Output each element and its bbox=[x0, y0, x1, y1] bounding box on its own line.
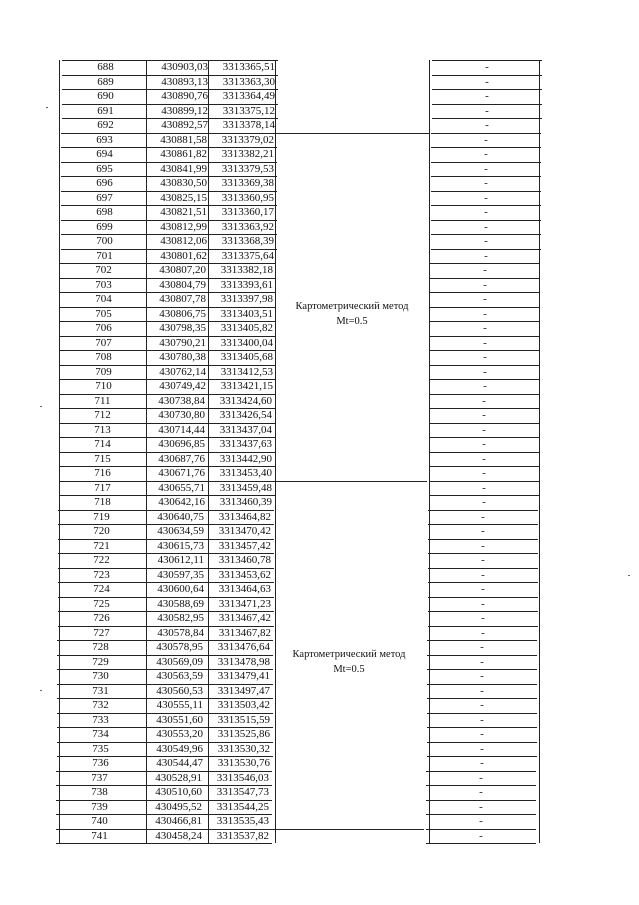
point-number: 716 bbox=[94, 467, 111, 479]
coordinate-x: 430780,38 bbox=[159, 351, 206, 363]
point-number: 738 bbox=[91, 786, 108, 798]
coordinate-x: 430807,20 bbox=[159, 264, 206, 276]
point-number: 724 bbox=[93, 583, 110, 595]
coordinate-y: 3313405,82 bbox=[220, 322, 273, 334]
coordinate-x: 430578,84 bbox=[157, 626, 204, 639]
coordinate-x: 430881,58 bbox=[160, 133, 207, 146]
coordinate-x: 430549,96 bbox=[156, 742, 203, 755]
coordinate-y: 3313360,17 bbox=[221, 206, 274, 218]
accuracy-value: - bbox=[483, 365, 487, 378]
coordinate-y: 3313467,82 bbox=[218, 626, 271, 639]
coordinate-y: 3313437,04 bbox=[219, 423, 272, 436]
coordinate-x: 430495,52 bbox=[155, 800, 202, 813]
point-number: 710 bbox=[95, 380, 112, 392]
scan-speck bbox=[628, 575, 630, 576]
accuracy-value: - bbox=[482, 496, 486, 508]
coordinate-x: 430600,64 bbox=[157, 583, 204, 595]
coordinate-y: 3313378,14 bbox=[222, 119, 275, 131]
coordinate-y: 3313375,12 bbox=[222, 104, 275, 117]
accuracy-value: - bbox=[483, 278, 487, 291]
coordinate-y: 3313525,86 bbox=[217, 728, 270, 740]
accuracy-value: - bbox=[481, 568, 485, 581]
coordinate-y: 3313412,53 bbox=[220, 365, 273, 378]
point-number: 739 bbox=[91, 800, 108, 813]
point-number: 689 bbox=[97, 75, 114, 88]
coordinate-x: 430466,81 bbox=[155, 815, 202, 827]
coordinate-y: 3313365,51 bbox=[222, 61, 275, 73]
point-number: 733 bbox=[92, 713, 109, 726]
coordinate-y: 3313379,02 bbox=[221, 133, 274, 146]
coordinate-y: 3313363,92 bbox=[221, 220, 274, 233]
coordinate-y: 3313515,59 bbox=[217, 713, 270, 726]
accuracy-value: - bbox=[480, 699, 484, 711]
coordinate-x: 430578,95 bbox=[156, 641, 203, 653]
coordinate-x: 430510,60 bbox=[155, 786, 202, 798]
method-label: Картометрический метод bbox=[295, 300, 409, 312]
coordinate-y: 3313397,98 bbox=[220, 293, 273, 305]
accuracy-value: - bbox=[484, 220, 488, 233]
accuracy-value: - bbox=[479, 786, 483, 798]
point-number: 735 bbox=[92, 742, 109, 755]
coordinate-y: 3313437,63 bbox=[219, 438, 272, 450]
point-number: 709 bbox=[95, 365, 112, 378]
coordinate-x: 430830,50 bbox=[160, 177, 207, 189]
coordinate-y: 3313459,48 bbox=[219, 481, 272, 494]
coordinate-x: 430642,16 bbox=[158, 496, 205, 508]
coordinate-x: 430738,84 bbox=[158, 394, 205, 407]
dash-row-border bbox=[426, 843, 536, 844]
accuracy-value: - bbox=[484, 177, 488, 189]
accuracy-value: - bbox=[485, 75, 489, 88]
point-number: 726 bbox=[93, 612, 110, 624]
accuracy-value: - bbox=[484, 206, 488, 218]
point-number: 713 bbox=[94, 423, 111, 436]
coordinate-x: 430762,14 bbox=[159, 365, 206, 378]
point-number: 694 bbox=[96, 148, 113, 160]
coordinate-x: 430655,71 bbox=[158, 481, 205, 494]
coordinate-y: 3313400,04 bbox=[220, 336, 273, 349]
accuracy-value: - bbox=[482, 438, 486, 450]
accuracy-value: - bbox=[481, 612, 485, 624]
method-block-border bbox=[277, 133, 429, 134]
coordinate-y: 3313464,63 bbox=[218, 583, 271, 595]
accuracy-value: - bbox=[483, 322, 487, 334]
accuracy-value: - bbox=[483, 336, 487, 349]
point-number: 701 bbox=[96, 249, 113, 262]
accuracy-value: - bbox=[480, 670, 484, 682]
point-number: 702 bbox=[95, 264, 112, 276]
accuracy-value: - bbox=[484, 133, 488, 146]
accuracy-value: - bbox=[482, 394, 486, 407]
coordinate-x: 430825,15 bbox=[160, 191, 207, 204]
coordinate-y: 3313460,78 bbox=[218, 554, 271, 566]
coordinate-x: 430634,59 bbox=[157, 525, 204, 537]
coordinate-x: 430544,47 bbox=[156, 757, 203, 769]
accuracy-value: - bbox=[481, 510, 485, 523]
point-number: 697 bbox=[96, 191, 113, 204]
coordinate-x: 430687,76 bbox=[158, 452, 205, 465]
method-label: Картометрический метод bbox=[292, 648, 406, 660]
point-number: 734 bbox=[92, 728, 109, 740]
point-number: 717 bbox=[94, 481, 111, 494]
accuracy-value: - bbox=[481, 583, 485, 595]
coordinate-x: 430714,44 bbox=[158, 423, 205, 436]
coordinate-y: 3313421,15 bbox=[220, 380, 273, 392]
coordinate-y: 3313364,49 bbox=[222, 90, 275, 102]
point-number: 715 bbox=[94, 452, 111, 465]
coordinate-x: 430560,53 bbox=[156, 684, 203, 697]
point-number: 718 bbox=[94, 496, 111, 508]
accuracy-value: - bbox=[481, 597, 485, 610]
accuracy-value: - bbox=[482, 452, 486, 465]
coordinate-y: 3313546,03 bbox=[216, 771, 269, 784]
coordinate-x: 430615,73 bbox=[157, 539, 204, 552]
coordinate-y: 3313379,53 bbox=[221, 162, 274, 175]
coordinate-x: 430555,11 bbox=[156, 699, 203, 711]
point-number: 725 bbox=[93, 597, 110, 610]
coordinate-y: 3313478,98 bbox=[217, 655, 270, 668]
point-number: 720 bbox=[93, 525, 110, 537]
point-number: 731 bbox=[92, 684, 109, 697]
point-number: 708 bbox=[95, 351, 112, 363]
coordinate-x: 430749,42 bbox=[159, 380, 206, 392]
coordinate-x: 430730,80 bbox=[158, 409, 205, 421]
point-number: 692 bbox=[97, 119, 114, 131]
coordinate-y: 3313453,40 bbox=[219, 467, 272, 479]
accuracy-value: - bbox=[480, 713, 484, 726]
accuracy-value: - bbox=[480, 655, 484, 668]
method-precision: Mt=0.5 bbox=[333, 663, 365, 675]
accuracy-value: - bbox=[481, 626, 485, 639]
coordinate-x: 430597,35 bbox=[157, 568, 204, 581]
coordinate-x: 430588,69 bbox=[157, 597, 204, 610]
accuracy-value: - bbox=[485, 104, 489, 117]
accuracy-value: - bbox=[484, 191, 488, 204]
point-number: 703 bbox=[95, 278, 112, 291]
coordinate-x: 430458,24 bbox=[155, 829, 202, 842]
accuracy-value: - bbox=[480, 728, 484, 740]
accuracy-value: - bbox=[479, 771, 483, 784]
point-number: 723 bbox=[93, 568, 110, 581]
coordinate-x: 430899,12 bbox=[161, 104, 208, 117]
accuracy-value: - bbox=[482, 481, 486, 494]
accuracy-value: - bbox=[480, 742, 484, 755]
coordinate-y: 3313535,43 bbox=[216, 815, 269, 827]
coordinate-y: 3313471,23 bbox=[218, 597, 271, 610]
coordinate-y: 3313393,61 bbox=[220, 278, 273, 291]
coordinate-x: 430807,78 bbox=[159, 293, 206, 305]
accuracy-value: - bbox=[483, 351, 487, 363]
point-number: 696 bbox=[96, 177, 113, 189]
accuracy-value: - bbox=[482, 423, 486, 436]
point-number: 728 bbox=[92, 641, 109, 653]
point-number: 737 bbox=[91, 771, 108, 784]
coordinate-x: 430841,99 bbox=[160, 162, 207, 175]
point-number: 721 bbox=[93, 539, 110, 552]
accuracy-value: - bbox=[484, 249, 488, 262]
point-number: 719 bbox=[93, 510, 110, 523]
accuracy-value: - bbox=[479, 815, 483, 827]
coordinate-y: 3313460,39 bbox=[219, 496, 272, 508]
point-number: 705 bbox=[95, 307, 112, 320]
coordinate-x: 430821,51 bbox=[160, 206, 207, 218]
method-block-border bbox=[275, 481, 427, 482]
accuracy-value: - bbox=[485, 119, 489, 131]
coordinate-y: 3313497,47 bbox=[217, 684, 270, 697]
coordinate-x: 430812,06 bbox=[160, 235, 207, 247]
coordinate-y: 3313530,76 bbox=[217, 757, 270, 769]
coordinate-x: 430640,75 bbox=[157, 510, 204, 523]
point-number: 699 bbox=[96, 220, 113, 233]
point-number: 714 bbox=[94, 438, 111, 450]
point-number: 712 bbox=[94, 409, 111, 421]
coordinate-x: 430790,21 bbox=[159, 336, 206, 349]
accuracy-value: - bbox=[485, 61, 489, 73]
coordinate-y: 3313424,60 bbox=[219, 394, 272, 407]
coordinate-x: 430563,59 bbox=[156, 670, 203, 682]
point-number: 736 bbox=[92, 757, 109, 769]
table-column-border bbox=[275, 60, 276, 843]
point-number: 729 bbox=[92, 655, 109, 668]
scan-speck bbox=[40, 690, 42, 691]
coordinate-y: 3313403,51 bbox=[220, 307, 273, 320]
coordinate-x: 430804,79 bbox=[159, 278, 206, 291]
method-block-border bbox=[272, 829, 424, 830]
coordinate-y: 3313530,32 bbox=[217, 742, 270, 755]
coordinate-y: 3313442,90 bbox=[219, 452, 272, 465]
coordinate-x: 430671,76 bbox=[158, 467, 205, 479]
coordinate-x: 430801,62 bbox=[160, 249, 207, 262]
point-number: 690 bbox=[97, 90, 114, 102]
coordinate-y: 3313426,54 bbox=[219, 409, 272, 421]
coordinate-y: 3313360,95 bbox=[221, 191, 274, 204]
coordinate-x: 430893,13 bbox=[161, 75, 208, 88]
accuracy-value: - bbox=[483, 264, 487, 276]
point-number: 741 bbox=[91, 829, 108, 842]
coordinate-x: 430553,20 bbox=[156, 728, 203, 740]
point-number: 722 bbox=[93, 554, 110, 566]
point-number: 730 bbox=[92, 670, 109, 682]
coordinate-y: 3313453,62 bbox=[218, 568, 271, 581]
coordinate-x: 430528,91 bbox=[155, 771, 202, 784]
point-number: 693 bbox=[96, 133, 113, 146]
coordinate-y: 3313476,64 bbox=[217, 641, 270, 653]
coordinate-x: 430551,60 bbox=[156, 713, 203, 726]
coordinate-y: 3313479,41 bbox=[217, 670, 270, 682]
coordinate-x: 430569,09 bbox=[156, 655, 203, 668]
scan-speck bbox=[46, 107, 48, 108]
point-number: 700 bbox=[96, 235, 113, 247]
scan-speck bbox=[40, 406, 42, 407]
point-number: 688 bbox=[97, 61, 114, 73]
coordinate-x: 430798,35 bbox=[159, 322, 206, 334]
accuracy-value: - bbox=[484, 162, 488, 175]
point-number: 727 bbox=[93, 626, 110, 639]
coordinate-x: 430892,57 bbox=[161, 119, 208, 131]
accuracy-value: - bbox=[479, 800, 483, 813]
accuracy-value: - bbox=[481, 539, 485, 552]
coordinate-x: 430890,76 bbox=[161, 90, 208, 102]
accuracy-value: - bbox=[483, 380, 487, 392]
coordinate-y: 3313547,73 bbox=[216, 786, 269, 798]
accuracy-value: - bbox=[481, 525, 485, 537]
coordinate-y: 3313368,39 bbox=[221, 235, 274, 247]
accuracy-value: - bbox=[480, 641, 484, 653]
coordinate-x: 430696,85 bbox=[158, 438, 205, 450]
point-number: 695 bbox=[96, 162, 113, 175]
accuracy-value: - bbox=[482, 409, 486, 421]
table-row-border bbox=[56, 843, 272, 844]
coordinate-x: 430612,11 bbox=[157, 554, 204, 566]
point-number: 711 bbox=[94, 394, 111, 407]
coordinate-y: 3313457,42 bbox=[218, 539, 271, 552]
coordinate-y: 3313369,38 bbox=[221, 177, 274, 189]
accuracy-value: - bbox=[482, 467, 486, 479]
method-precision: Mt=0.5 bbox=[336, 315, 368, 327]
point-number: 698 bbox=[96, 206, 113, 218]
coordinate-x: 430812,99 bbox=[160, 220, 207, 233]
coordinate-y: 3313405,68 bbox=[220, 351, 273, 363]
accuracy-value: - bbox=[480, 684, 484, 697]
accuracy-value: - bbox=[485, 90, 489, 102]
accuracy-value: - bbox=[480, 757, 484, 769]
coordinate-y: 3313470,42 bbox=[218, 525, 271, 537]
coordinate-y: 3313382,18 bbox=[220, 264, 273, 276]
point-number: 707 bbox=[95, 336, 112, 349]
coordinate-y: 3313375,64 bbox=[221, 249, 274, 262]
point-number: 691 bbox=[97, 104, 114, 117]
accuracy-value: - bbox=[483, 293, 487, 305]
accuracy-value: - bbox=[481, 554, 485, 566]
coordinate-x: 430861,82 bbox=[160, 148, 207, 160]
coordinate-y: 3313464,82 bbox=[218, 510, 271, 523]
coordinate-x: 430582,95 bbox=[157, 612, 204, 624]
accuracy-value: - bbox=[483, 307, 487, 320]
accuracy-value: - bbox=[484, 235, 488, 247]
coordinate-x: 430903,03 bbox=[161, 61, 208, 73]
point-number: 740 bbox=[91, 815, 108, 827]
coordinate-y: 3313363,30 bbox=[222, 75, 275, 88]
accuracy-value: - bbox=[479, 829, 483, 842]
coordinate-y: 3313537,82 bbox=[216, 829, 269, 842]
point-number: 732 bbox=[92, 699, 109, 711]
coordinate-y: 3313503,42 bbox=[217, 699, 270, 711]
point-number: 706 bbox=[95, 322, 112, 334]
coordinate-y: 3313382,21 bbox=[221, 148, 274, 160]
coordinate-y: 3313544,25 bbox=[216, 800, 269, 813]
accuracy-value: - bbox=[484, 148, 488, 160]
coordinate-y: 3313467,42 bbox=[218, 612, 271, 624]
point-number: 704 bbox=[95, 293, 112, 305]
coordinate-x: 430806,75 bbox=[159, 307, 206, 320]
